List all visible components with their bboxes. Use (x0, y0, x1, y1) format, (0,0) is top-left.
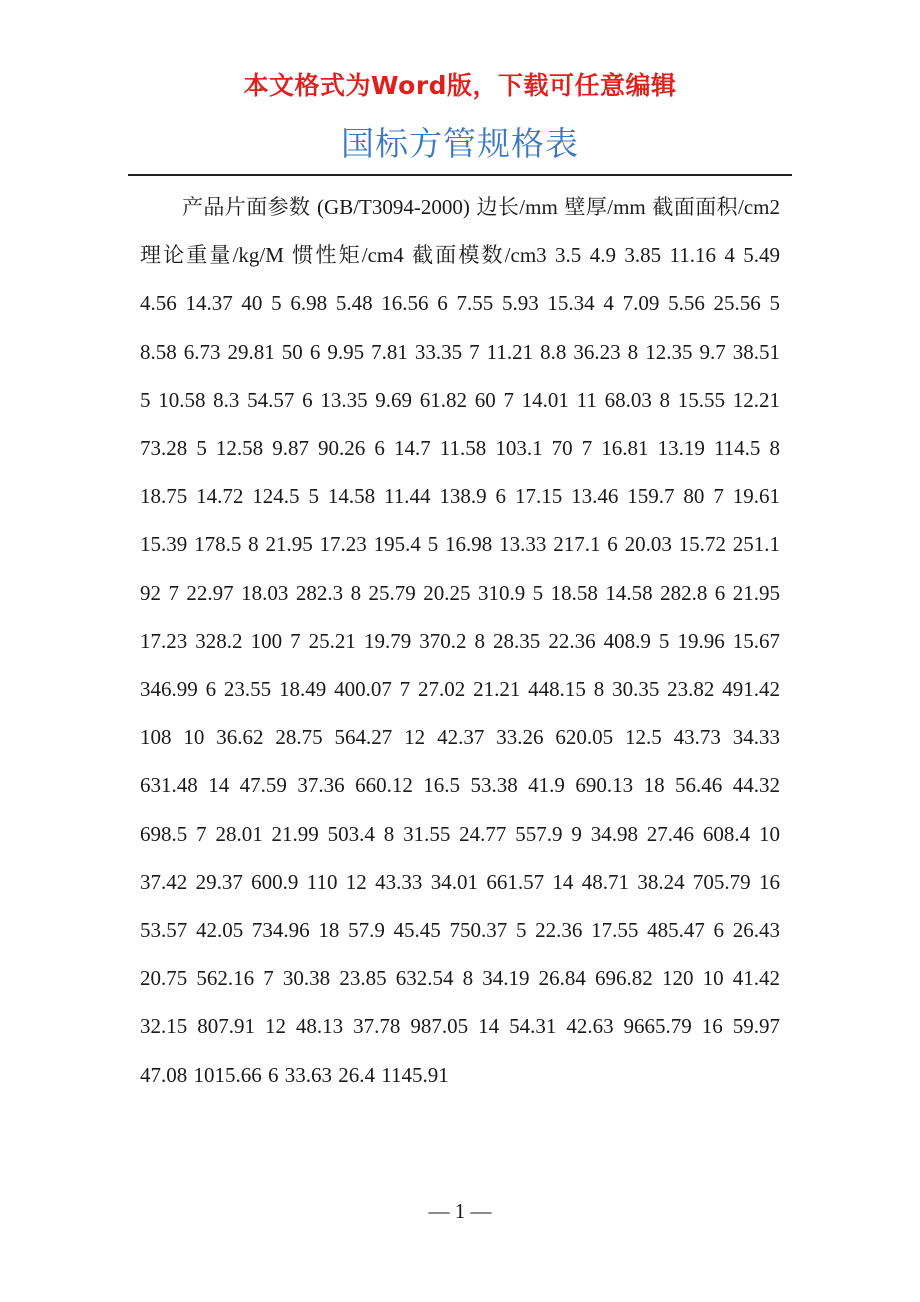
page-number: — 1 — (428, 1199, 492, 1223)
title-divider (128, 174, 792, 176)
word-format-banner: 本文格式为Word版，下载可任意编辑 (243, 71, 677, 100)
document-title: 国标方管规格表 (341, 124, 579, 163)
spec-paragraph: 产品片面参数 (GB/T3094-2000) 边长/mm 壁厚/mm 截面面积/cm2 理论重量/kg/M 惯性矩/cm4 截面模数/cm3 3.5 4.9 3.85 11.16 4 5.49 4.56 14.37 40 5 6.98 5.48 16.56 6 7.55 5.93 15.34 4 7.09 5.56 25.56 5 8.58 6.73 29.81 50 6 9.95 7.81 33.35 7 11.21 8.8 36.23 8 12.35 9.7 38.51 5 10.58 8.3 54.57 6 13.35 9.69 61.82 60 7 14.01 11 68.03 8 15.55 12.21 73.28 5 12.58 9.87 90.26 6 14.7 11.58 103.1 70 7 16.81 13.19 114.5 8 18.75 14.72 124.5 5 14.58 11.44 138.9 6 17.15 13.46 159.7 80 7 19.61 15.39 178.5 8 21.95 17.23 195.4 5 16.98 13.33 217.1 6 20.03 15.72 251.1 92 7 22.97 18.03 282.3 8 25.79 20.25 310.9 5 18.58 14.58 282.8 6 21.95 17.23 328.2 100 7 25.21 19.79 370.2 8 28.35 22.36 408.9 5 19.96 15.67 346.99 6 23.55 18.49 400.07 7 27.02 21.21 448.15 8 30.35 23.82 491.42 108 10 36.62 28.75 564.27 12 42.37 33.26 620.05 12.5 43.73 34.33 631.48 14 47.59 37.36 660.12 16.5 53.38 41.9 690.13 18 56.46 44.32 698.5 7 28.01 21.99 503.4 8 31.55 24.77 557.9 9 34.98 27.46 608.4 10 37.42 29.37 600.9 110 12 43.33 34.01 661.57 14 48.71 38.24 705.79 16 53.57 42.05 734.96 18 57.9 45.45 750.37 5 22.36 17.55 485.47 6 26.43 20.75 562.16 7 30.38 23.85 632.54 8 34.19 26.84 696.82 120 10 41.42 32.15 807.91 12 48.13 37.78 987.05 14 54.31 42.63 9665.79 16 59.97 47.08 1015.66 6 33.63 26.4 1145.91 (140, 195, 780, 1087)
